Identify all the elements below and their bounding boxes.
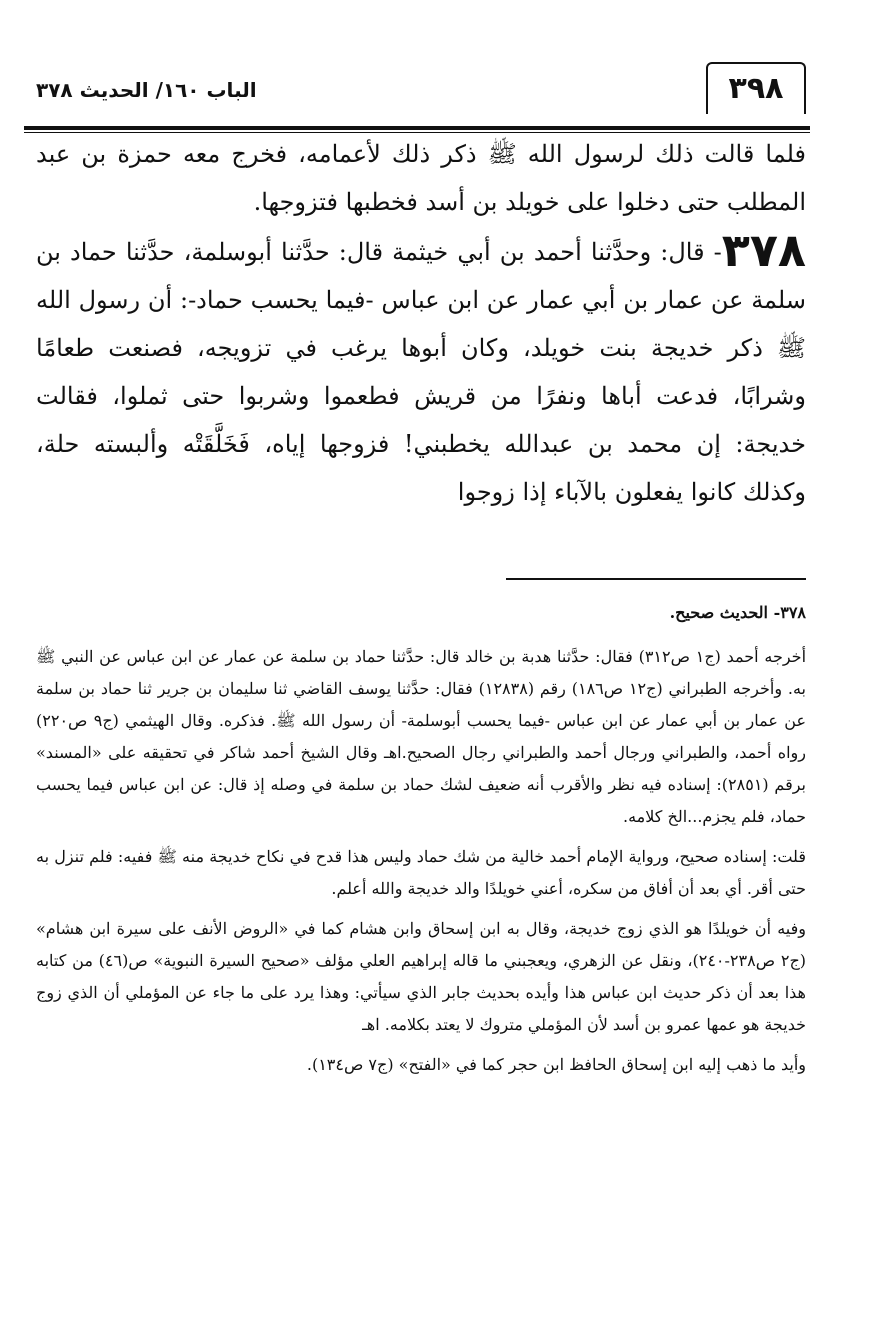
footnote-heading: ٣٧٨- الحديث صحيح. xyxy=(669,603,806,622)
footnote-paragraph-3: وفيه أن خويلدًا هو الذي زوج خديجة، وقال به ابن إسحاق وابن هشام كما في «الروض الأنف على سيرة ابن هشام» (ج٢ ص٢٣٨-٢٤٠)، ونقل عن الزهري، ويعجبني ما قاله إبراهيم العلي مؤلف «صحيح السيرة النبوية» ص(٤٦) من كتابه هذا بعد أن ذكر حديث ابن عباس هذا وأيده بحديث جابر الذي سيأتي: وهذا يرد على ما جاء عن المؤملي أن الذي زوج خديجة هو عمها عمرو بن أسد لأن المؤملي متروك لا يعتد بكلامه. اهـ xyxy=(36,919,807,1034)
footnote-paragraph-1: أخرجه أحمد (ج١ ص٣١٢) فقال: حدَّثنا هدبة بن خالد قال: حدَّثنا حماد بن سلمة عن عمار عن ابن عباس عن النبي ﷺ به. وأخرجه الطبراني (ج١٢ ص١٨٦) رقم (١٢٨٣٨) فقال: حدَّثنا يوسف القاضي ثنا سليمان بن جرير ثنا حماد بن سلمة عن عمار بن أبي عمار عن ابن عباس -فيما يحسب أبوسلمة- أن رسول الله ﷺ. فذكره. وقال الهيثمي (ج٩ ص٢٢٠) رواه أحمد، والطبراني ورجال أحمد والطبراني رجال الصحيح.اهـ وقال الشيخ أحمد شاكر في تحقيقه على «المسند» برقم (٢٨٥١): إسناده فيه نظر والأقرب أنه ضعيف لشك حماد بن سلمة في وصله إذ قال: عن ابن عباس فيما يحسب حماد، فلم يجزم...الخ كلامه. xyxy=(36,647,807,826)
hadith-text: - قال: وحدَّثنا أحمد بن أبي خيثمة قال: حدَّثنا أبوسلمة، حدَّثنا حماد بن سلمة عن عمار بن أبي عمار عن ابن عباس -فيما يحسب حماد-: أن رسول الله ﷺ ذكر خديجة بنت خويلد، وكان أبوها يرغب في تزويجه، فصنعت طعامًا وشرابًا، فدعت أباها ونفرًا من قريش فطعموا وشربوا حتى ثملوا، فقالت خديجة: إن محمد بن عبدالله يخطبني! فزوجها إياه، فَخَلَّقَتْه وألبسته حلة، وكذلك كانوا يفعلون بالآباء إذا زوجوا xyxy=(36,238,806,506)
page-header xyxy=(36,62,806,118)
main-text xyxy=(36,130,806,516)
book-page xyxy=(36,52,806,1312)
footnote-paragraph-2: قلت: إسناده صحيح، ورواية الإمام أحمد خالية من شك حماد وليس هذا قدح في نكاح خديجة منه ﷺ ففيه: فلم تنزل به حتى أقر. أي بعد أن أفاق من سكره، أعني خويلدًا والد خديجة والله أعلم. xyxy=(36,847,806,898)
main-paragraph-2 xyxy=(36,223,806,516)
hadith-number: ٣٧٨ xyxy=(721,223,806,277)
main-paragraph-1: فلما قالت ذلك لرسول الله ﷺ ذكر ذلك لأعمامه، فخرج معه حمزة بن عبد المطلب حتى دخلوا على خويلد بن أسد فخطبها فتزوجها. xyxy=(36,140,806,216)
page-number: ٣٩٨ xyxy=(706,62,806,114)
footnote-paragraph-4: وأيد ما ذهب إليه ابن إسحاق الحافظ ابن حجر كما في «الفتح» (ج٧ ص١٣٤). xyxy=(306,1055,806,1074)
footnote-separator xyxy=(506,578,806,580)
running-title: الباب ١٦٠/ الحديث ٣٧٨ xyxy=(36,78,257,102)
footnotes xyxy=(36,597,806,1089)
